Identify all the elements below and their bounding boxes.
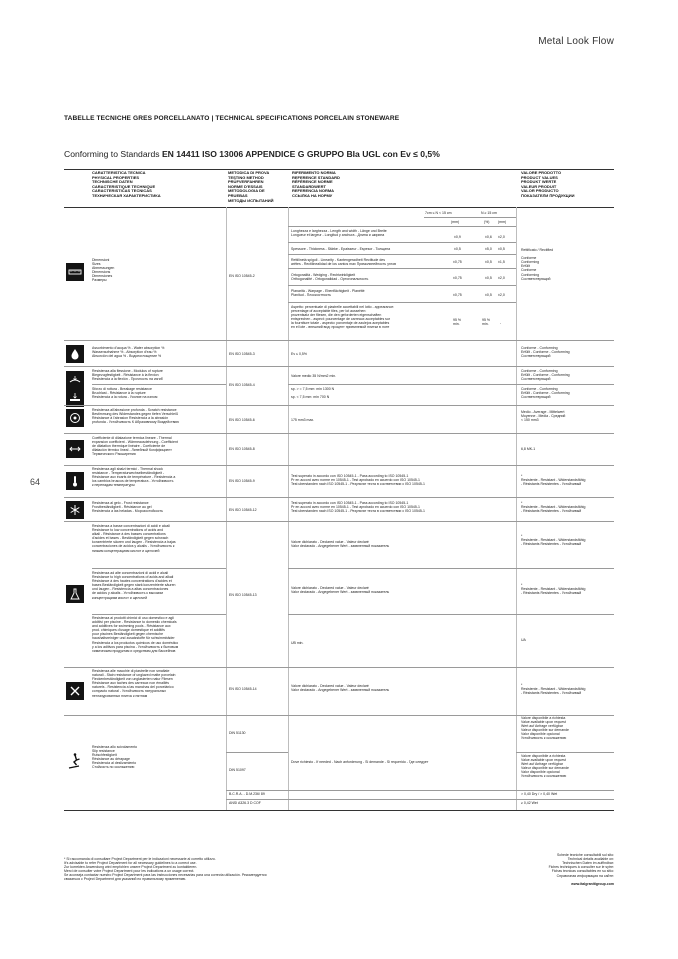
- dim-method: EN ISO 10545-2: [229, 274, 255, 278]
- slip-value-3: > 0,40 Dry / > 0,40 Wet: [521, 792, 558, 796]
- header-method: METODICA DI PROVA TESTING METHOD PRÜFVERFAHREN NORME D'ESSAIS METODOLOGIA DE PRUEBAS МЕТОДЫ ИСПЫТАНИЙ: [228, 170, 274, 203]
- row-label: Assorbimento d'acqua % - Water absorption % Wasseraufnahme % - Absorption d'eau % Absorción del agua % - Водопоглощение %: [92, 346, 165, 359]
- dim-row-b: ±0,5: [485, 293, 492, 297]
- row-value: Medio - Average - Mittelwert Moyenne - Media - Средний < 150 mm3: [521, 410, 566, 423]
- chem-value-house: UA: [521, 638, 526, 642]
- dim-row-a: ±0,5: [454, 247, 461, 251]
- stain-ref: Valore dichiarato - Declared value - Valeur declaré Valor declarado - Angegebener Wert - заявленный показатель: [291, 684, 390, 693]
- row-method: EN ISO 10545-12: [229, 508, 257, 512]
- dim-row-a: ±0,9: [454, 235, 461, 239]
- row-ref: sp. > = 7,5 mm: min 1300 N sp. < 7,5 mm: min 700 N: [291, 387, 335, 400]
- row-value: * Resistente - Resistant - Widerstandsfähig - Résistants Resistentes - Устойчивый: [521, 474, 586, 487]
- snowflake-icon: [66, 501, 84, 519]
- dim-row-a: ±0,75: [453, 293, 462, 297]
- chem-value-high: * Resistente - Resistant - Widerstandsfähig - Résistants Resistentes - Устойчивый: [521, 583, 586, 596]
- subtitle-prefix: Conforming to Standards: [64, 149, 160, 159]
- thermal-expansion-icon: [66, 440, 84, 458]
- row-ref: 175 mm3 max.: [291, 418, 315, 422]
- slip-icon: [66, 752, 84, 770]
- slip-value-1: Valore disponibile a richiesta Value available upon request Wert auf Anfrage verfügbar Valeur disponible sur demande Valor disponible opcional Устойчивость к скольжению: [521, 716, 569, 741]
- slip-method-din51130: DIN 51130: [229, 731, 246, 735]
- chem-label-high: Resistenza ad alte concentrazioni di acidi e alcali Resistance to high concentrations of acids and alkali Résistance à des hautes concentrations d'acides et bases Beständigkeit gegen stark konzentrierte säuren und laugen - Resistencia a altas concentraciones de acidos y alcalis - Устойчивость к высоким концентрациям кислот и щелочей: [92, 571, 176, 600]
- ruler-icon: [66, 263, 84, 281]
- brand-name: Metal Look Flow: [538, 36, 614, 47]
- dim-row-text: Lunghezza e larghezza - Length and width - Länge und Breite Longueur et largeur - Longitud y anchura - Длина и ширина: [291, 229, 387, 238]
- dim-value: Rettificato / Rectified Conforme Conforming Erfüllt Conforme Conforming Соответствующий: [521, 248, 554, 281]
- dim-row-a: ±0,75: [453, 276, 462, 280]
- dim-unit-b: (mm): [498, 220, 507, 224]
- header-reference: RIFERIMENTO NORMA REFERENCE STANDARD RÉFÉRENCE NORME STANDARDWERT REFERENCIA NORMA ССЫЛКА НА НОРМУ: [292, 170, 340, 198]
- abrasion-icon: [66, 409, 84, 427]
- row-ref: Test superato in accordo con ISO 10545-1 - Pass according to ISO 10545-1 Pr en accord avec norme en 10545-1 - Test aprobado en acuerdo con ISO 10545-1 Test uberstanden nach ISO 10545-1 - Результат теста в соответствии с ISO 10545-1: [291, 474, 425, 487]
- dim-row-b: ±0,6: [485, 235, 492, 239]
- dim-row-b: ±0,5: [485, 260, 492, 264]
- dim-unit-a1: (mm): [451, 220, 460, 224]
- slip-value-2: Valore disponibile a richiesta Value available upon request Wert auf Anfrage verfügbar Valeur disponible sur demande Valor disponible opcional Устойчивость к скольжению: [521, 754, 569, 779]
- dim-col-a: 7cm ≤ N < 15 cm: [425, 211, 452, 215]
- slip-value-4: ≥ 0,42 Wet: [521, 801, 538, 805]
- flexion-icon: [66, 371, 84, 389]
- row-label: Sforzo di rottura - Breakage resistance Bruchlast - Résistance à la rupture Resistencia a la rotura - Усилие на излом: [92, 387, 158, 400]
- chem-label-low: Resistenza a basse concentrazioni di acidi e alcali Resistance to low concentrations of acids and alkali - Résistance à des basses concentrations d'acides et bases - Beständigkeit gegen schwach konzentrierte säuren und laugen - Resistencia a bajas concentraciones de acidos y alcalis - Устойчивость к низким концентрациям кислот и щелочей: [92, 524, 176, 553]
- dim-row-a: ±0,75: [453, 260, 462, 264]
- dim-row-text: Ortogonalità - Wedging - Rechtwinkligkeit Orthogonalité - Ortogonalidad - Ортогональность: [291, 273, 369, 282]
- dim-row-b: ±0,5: [485, 276, 492, 280]
- chem-value-low: * Resistente - Resistant - Widerstandsfähig - Résistants Resistentes - Устойчивый: [521, 534, 586, 547]
- slip-method-din51097: DIN 51097: [229, 768, 246, 772]
- row-label: Resistenza alla flessione - Modulus of rupture Biegezugfestigkeit - Résistance à la flexion Resistencia a la flexión - Прочность на изгиб: [92, 369, 163, 382]
- chem-ref-high: Valore dichiarato - Declared value - Valeur declaré Valor declarado - Angegebener Wert - заявленный показатель: [291, 586, 390, 595]
- chem-ref-house: UB min.: [291, 641, 304, 645]
- dim-label: Dimensioni Sizes Abmessungen Dimensions Dimensiones Размеры: [92, 258, 115, 283]
- dim-row-c: ±2,0: [498, 293, 505, 297]
- header-characteristics: CARATTERISTICA TECNICA PHYSICAL PROPERTIES TECHNISCHE DATEN CARACTERISTIQUE TECHNIQUE CARACTERISTICAS TECNICAS ТЕХНИЧЕСКАЯ ХАРАКТЕРИСТИКА: [92, 170, 161, 198]
- row-value: Conforme - Conforming Erfüllt - Conforme - Conforming Соответствующий: [521, 387, 570, 400]
- footer-details-text: Schede tecniche consultabili sul sito: Technical details available on: Technischen Daten im auffindbar: Fiches techniques à consulter sur le sytre: Fichas tecnicas consultables en su sitio: Справочная информация на сайте:: [548, 853, 614, 878]
- row-label: Resistenza agli sbalzi termici - Thermal shock resistance - Temperaturwechselbeständigkeit - Résistance aux écarts de température - Resistencia a los cambios bruscos de temperatura - Устойчивость к перепадам температуры: [92, 467, 176, 488]
- row-method: EN ISO 10545-4: [229, 383, 255, 387]
- dim-row-c: ±2,0: [498, 235, 505, 239]
- chem-label-house: Resistenza ai prodotti chimici di uso domestico e agli additivi per piscine - Resistance to domestic chemicals and additives for swimming pools - Résistance aux prod. chimiques d'usage domestique et additifs pour piscines Beständigkeit gegen chemische haushaltsreiniger und zusatzstoffe für schwimmbäder Resistencia a los productos químicos de uso doméstico y a los aditivos para piscina - Устойчивость к бытовым химическим продуктам и средствам для бассейнов: [92, 616, 179, 653]
- row-value: Conforme - Conforming Erfüllt - Conforme - Conforming Соответствующий: [521, 346, 570, 359]
- row-method: EN ISO 10545-8: [229, 447, 255, 451]
- stain-label: Resistenza alle macchie di piastrelle non smaltate naturali - Stain resistance of unglazed matte porcelain Fleckenbeständigkeit von unglasierten natur Fliesen Résistance aux taches des carreaux non émaillés naturels - Resistencia a las manchas del porcelánico compacto natural - Устойчивость натуральных неглазурованных плиток к пятнам: [92, 669, 176, 698]
- subtitle-standard: EN 14411 ISO 13006 APPENDICE G GRUPPO BIa UGL con Ev ≤ 0,5%: [161, 149, 440, 159]
- row-value: * Resistente - Resistant - Widerstandsfähig - Résistants Resistentes - Устойчивый: [521, 501, 586, 514]
- dim-row-c: ±1,5: [498, 260, 505, 264]
- row-ref: Valore medio 35 N/mm2 min.: [291, 374, 337, 378]
- stain-method: EN ISO 10545-14: [229, 687, 257, 691]
- dim-row-text: Planarità - Warpage - Ebenflächigkeit - Planéité Planitud - Плоскостность: [291, 289, 365, 298]
- page-number: 64: [30, 477, 41, 487]
- stain-value: * Resistente - Resistant - Widerstandsfähig - Résistants Resistentes - Устойчивый: [521, 683, 586, 696]
- water-drop-icon: [66, 345, 84, 363]
- row-method: EN ISO 10545-9: [229, 479, 255, 483]
- row-method: EN ISO 10545-3: [229, 352, 255, 356]
- chem-ref-low: Valore dichiarato - Declared value - Valeur declaré Valor declarado - Angegebener Wert - заявленный показатель: [291, 540, 390, 549]
- footer-disclaimer: * Si raccomanda di consultare Project Department per le indicazioni necessarie al corretto utilizzo. It's advisable to refer Project Department for all necessary guidelines to a correct use. Zur korrekten Anwendung wird empfohlen unsere Project Department zu kontaktieren. Merci de consulter votre Project Department pour les indications a un usage correct. Se aconseja contactar nuestro Project Department para las instrucciones necesarias para una correcta utilización. Рекомендуется связаться с Project Department для указаний по правильному применению.: [64, 857, 267, 882]
- dim-col-b: N ≥ 15 cm: [481, 211, 497, 215]
- dim-unit-a2: (%): [484, 220, 490, 224]
- slip-method-ansi: ANSI A326.3 D COF: [229, 801, 261, 805]
- row-label: Coefficiente di dilatazione termica lineare - Thermal expansion coefficient - Wärmeausdehnung - Coefficient de dilatation thermique linéaire - Coeficiente de dilatación térmico lineal - Линейный Коэффициент Термического Расширения: [92, 436, 178, 457]
- row-ref: Test superato in accordo con ISO 10545-1 - Pass according to ISO 10545-1 Pr en accord avec norme en 10545-1 - Test aprobado en acuerdo con ISO 10545-1 Test uberstanden nach ISO 10545-1 - Результат теста в соответствии с ISO 10545-1: [291, 501, 425, 514]
- dim-row-c: ±2,0: [498, 276, 505, 280]
- dim-row-a: 95 % min.: [453, 318, 461, 327]
- dim-row-text: Aspetto: percentuale di piastrelle accettabili nel lotto - appearance: percentage of acceptable tiles, per lot aussehen: prozentsatz der fliesen, die den geforderten eigenschaften entsprechen - aspect: pourcentage de carreaux acceptables sur la fourniture totale - aspecto: porcentaje de azulejos aceptables en el lote - внешний вид: процент приемлемой плитки в лоте: [291, 305, 395, 330]
- row-value: Conforme - Conforming Erfüllt - Conforme - Conforming Соответствующий: [521, 369, 570, 382]
- slip-label: Resistenza allo scivolamento Slip resistance Rutschfestigkeit Résistance au dérapage Resistencia al deslizamiento Стойкость по скольжению: [92, 745, 138, 770]
- footer-details: [474, 849, 614, 890]
- dim-row-text: Rettilinetà spigoli - Linearity - Kantengeradheit Rectitude des arêtes - Rectilinealidad de los cantos max Прямолинейность углов: [291, 258, 397, 267]
- thermometer-icon: [66, 472, 84, 490]
- slip-ref: Dove richiesto - If needed - Nach anforderung - Si demande - Si requerido - Где следует: [291, 760, 429, 764]
- header-values: VALORE PRODOTTO PRODUCT VALUES PRODUKT WERTE VALEUR PRODUIT VALOR PRODUCTO ПОКАЗАТЕЛИ ПРОДУКЦИИ: [521, 170, 575, 198]
- row-method: EN ISO 10545-6: [229, 418, 255, 422]
- row-value: 6,8 MK-1: [521, 447, 536, 451]
- dim-row-b: ±5,0: [485, 247, 492, 251]
- row-label: Resistenza all'abrasione profonda - Scratch resistance Bestimmung des Widerstandes gegen tiefen Verschleiß Résistance à l'abrasion Resistencia a la abrasión profunda - Устойчивость К Абразивному Воздействию: [92, 408, 180, 425]
- standards-subtitle: [64, 149, 440, 159]
- chemical-icon: [66, 585, 84, 603]
- tools-icon: [66, 682, 84, 700]
- dim-row-c: ±0,5: [498, 247, 505, 251]
- page-title: TABELLE TECNICHE GRES PORCELLANATO | TECHNICAL SPECIFICATIONS PORCELAIN STONEWARE: [64, 115, 400, 122]
- chem-method: EN ISO 10545-13: [229, 593, 257, 597]
- website-link[interactable]: www.italgranitigroup.com: [571, 881, 614, 886]
- dim-row-c: -: [500, 321, 502, 325]
- dim-row-b: 95 % min.: [482, 318, 490, 327]
- dim-row-text: Spessore - Thickness - Stärke - Epaisseur - Espesor - Толщина: [291, 247, 391, 251]
- row-label: Resistenza al gelo - Frost resistance Frostbeständigkeit - Résistance au gel Resistencia a las heladas - Морозостойкость: [92, 501, 163, 514]
- row-ref: Ev ≤ 0,5%: [291, 352, 307, 356]
- slip-method-bcra: B.C.R.A. - D.M.236/ 89: [229, 792, 265, 796]
